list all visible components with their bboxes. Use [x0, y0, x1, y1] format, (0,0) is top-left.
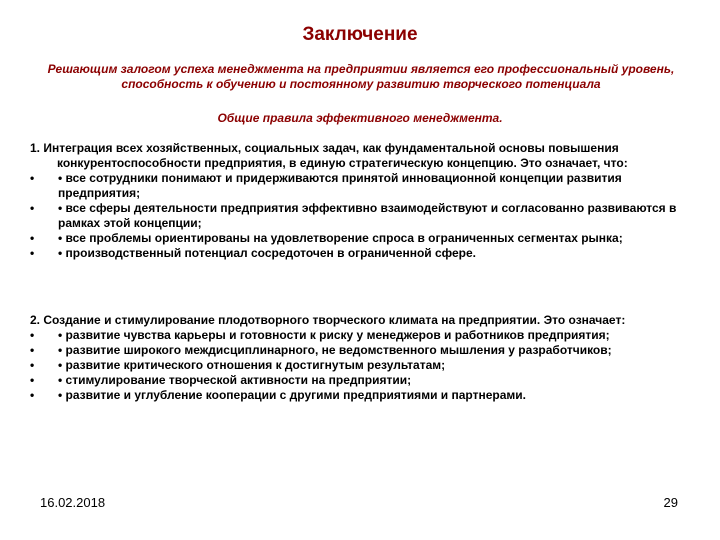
bullet-marker: •	[30, 388, 35, 402]
section-2-bullet: • развитие широкого междисциплинарного, не ведомственного мышления у разработчиков;	[58, 343, 612, 357]
bullet-marker: •	[30, 373, 35, 387]
list-item	[30, 171, 692, 201]
section-2-bullet: • развитие и углубление кооперации с другими предприятиями и партнерами.	[58, 388, 526, 402]
intro-text: Решающим залогом успеха менеджмента на предприятии является его профессиональный уровень, способность к обучению и постоянному развитию творческого потенциала	[47, 62, 675, 91]
bullet-marker: •	[30, 201, 35, 215]
page-number: 29	[663, 495, 678, 510]
list-item	[30, 388, 692, 403]
section-2-bullet: • развитие чувства карьеры и готовности к риску у менеджеров и работников предприятия;	[58, 328, 610, 342]
list-item	[30, 231, 692, 246]
list-item	[30, 328, 692, 343]
list-item	[30, 358, 692, 373]
section-2-lead: 2. Создание и стимулирование плодотворного творческого климата на предприятии. Это означает:	[30, 313, 626, 327]
rules-subheading: Общие правила эффективного менеджмента.	[217, 111, 503, 125]
section-2-bullet: • развитие критического отношения к достигнутым результатам;	[58, 358, 446, 372]
bullet-marker: •	[30, 231, 35, 245]
slide-title: Заключение	[302, 24, 418, 45]
section-2-bullet: • стимулирование творческой активности на предприятии;	[58, 373, 412, 387]
section-1-bullet: • все сотрудники понимают и придерживаются принятой инновационной концепции развития предприятия;	[58, 171, 622, 200]
list-item	[30, 373, 692, 388]
bullet-marker: •	[30, 171, 35, 185]
bullet-marker: •	[30, 343, 35, 357]
section-1-lead: 1. Интеграция всех хозяйственных, социальных задач, как фундаментальной основы повышения конкурентоспособности предприятия, в единую стратегическую концепцию. Это означает, что:	[30, 141, 628, 170]
list-item	[30, 201, 692, 231]
section-1-bullet: • производственный потенциал сосредоточен в ограниченной сфере.	[58, 246, 477, 260]
bullet-marker: •	[30, 328, 35, 342]
section-integration	[30, 141, 692, 261]
section-1-bullet: • все проблемы ориентированы на удовлетворение спроса в ограниченных сегментах рынка;	[58, 231, 623, 245]
list-item	[30, 343, 692, 358]
section-1-bullet: • все сферы деятельности предприятия эффективно взаимодействуют и согласованно развиваются в рамках этой концепции;	[58, 201, 677, 230]
slide-date: 16.02.2018	[40, 495, 106, 510]
section-creative-climate	[30, 313, 692, 403]
bullet-marker: •	[30, 358, 35, 372]
bullet-marker: •	[30, 246, 35, 260]
list-item	[30, 246, 692, 261]
